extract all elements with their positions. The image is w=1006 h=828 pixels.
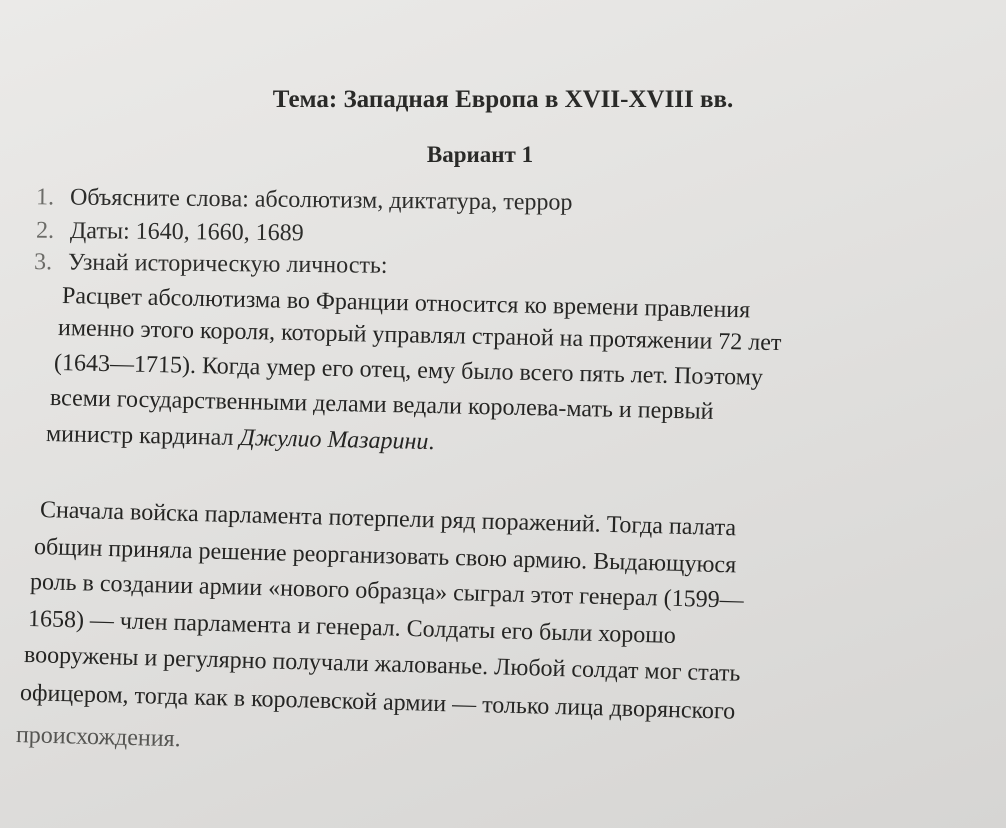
paragraph2-line: 1658) — член парламента и генерал. Солдаты его были хорошо — [27, 606, 677, 649]
question-3 — [34, 249, 388, 280]
question-text: Узнай историческую личность: — [67, 249, 388, 279]
page-title: Тема: Западная Европа в XVII-XVIII вв. — [272, 86, 734, 113]
paragraph2-line: общин приняла решение реорганизовать свою армию. Выдающуюся — [33, 534, 737, 579]
paragraph1-last-line-start: министр кардинал — [45, 421, 240, 452]
paragraph1-line: (1643—1715). Когда умер его отец, ему было всего пять лет. Поэтому — [53, 350, 764, 391]
question-number: 3. — [33, 249, 53, 276]
paragraph1-last-line — [46, 421, 435, 456]
question-text: Объясните слова: абсолютизм, диктатура, террор — [69, 184, 573, 216]
paragraph1-line: именно этого короля, который управлял страной на протяжении 72 лет — [57, 315, 782, 357]
question-text: Даты: 1640, 1660, 1689 — [69, 217, 304, 247]
paragraph2-line: офицером, тогда как в королевской армии — только лица дворянского — [19, 680, 736, 725]
paragraph1-last-line-end: . — [428, 429, 435, 456]
paragraph2-line: вооружены и регулярно получали жалованье. Любой солдат мог стать — [23, 642, 741, 687]
question-number: 1. — [35, 184, 55, 211]
paragraph1-line: Расцвет абсолютизма во Франции относится ко времени правления — [61, 283, 751, 324]
variant-heading: Вариант 1 — [426, 142, 534, 167]
question-2 — [36, 218, 304, 248]
question-number: 2. — [35, 217, 55, 244]
question-1 — [36, 184, 573, 217]
paragraph2-line: роль в создании армии «нового образца» сыграл этот генерал (1599— — [29, 569, 745, 614]
paragraph1-name-italic: Джулио Мазарини — [239, 425, 429, 456]
paragraph1-line: всеми государственными делами ведали королева-мать и первый — [49, 385, 714, 425]
paragraph2-line: происхождения. — [15, 722, 181, 753]
paragraph2-line: Сначала войска парламента потерпели ряд поражений. Тогда палата — [39, 497, 737, 542]
